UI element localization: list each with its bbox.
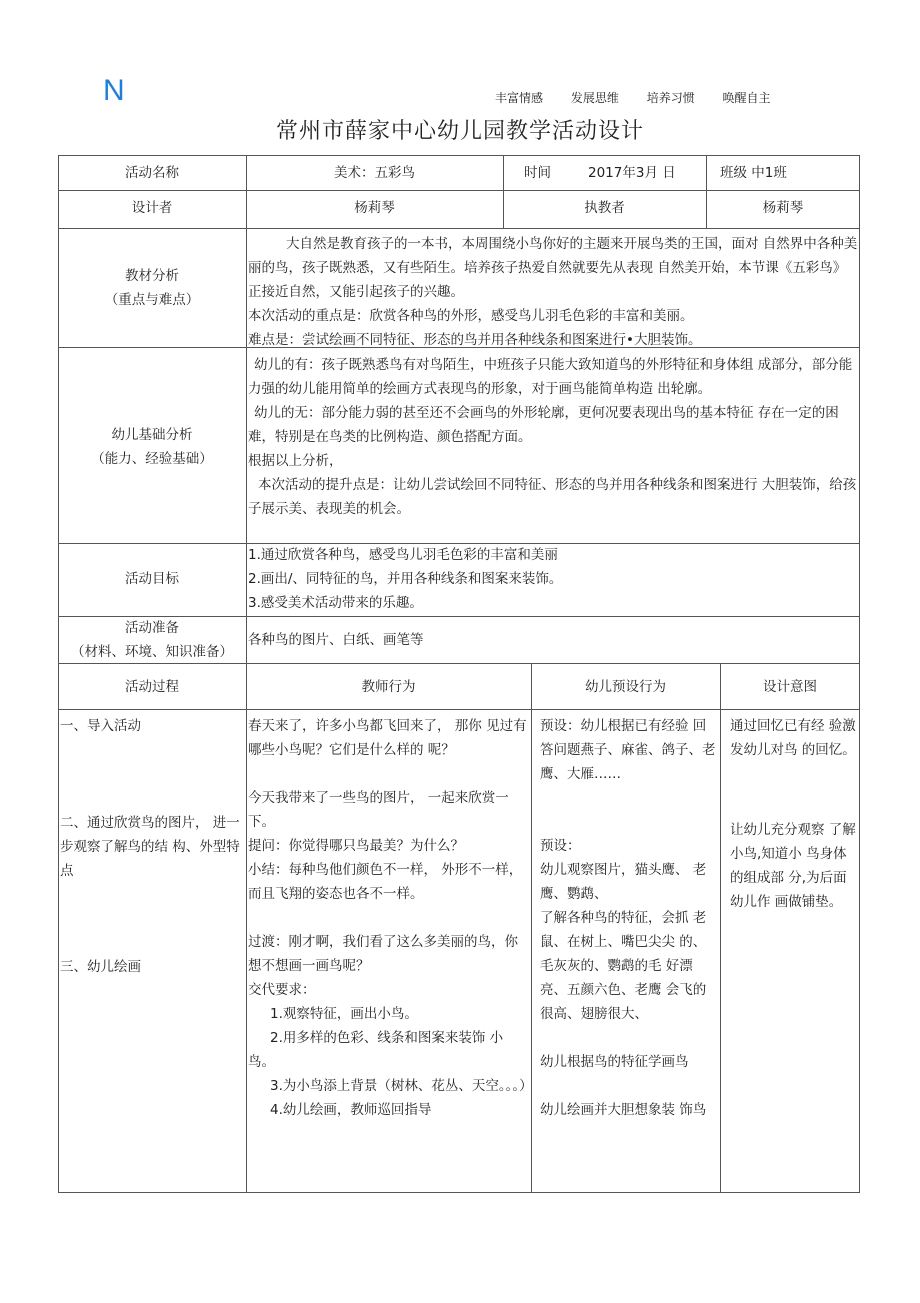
teacher-line: 1.观察特征，画出小鸟。 (270, 1006, 418, 1022)
activity-name-value: 美术：五彩鸟 (334, 165, 415, 181)
motto-4: 唤醒自主 (722, 91, 771, 105)
intent-line: 让幼儿充分观察 了解小鸟,知道小 鸟身体的组成部 分,为后面幼儿作 画做铺垫。 (730, 822, 856, 910)
table-line (859, 155, 860, 1193)
basis-para: 幼儿的有：孩子既熟悉鸟有对鸟陌生，中班孩子只能大致知道鸟的外形特征和身体组 成部分，部分能力强的幼儿能用简单的绘画方式表现鸟的形象，对于画鸟能简单构造 出轮廓。 (248, 357, 853, 397)
step-item: 二、通过欣赏鸟的图片， 进一步观察了解鸟的结 构、外型特点 (60, 815, 240, 879)
process-col-header: 活动过程 (125, 679, 179, 695)
goal-item: 1.通过欣赏各种鸟，感受鸟儿羽毛色彩的丰富和美丽 (248, 547, 558, 563)
teacher-line: 交代要求： (248, 982, 316, 998)
step-item: 一、导入活动 (60, 718, 141, 734)
logo-letter: N (103, 74, 125, 107)
teacher-col-header: 教师行为 (361, 679, 416, 695)
table-line (246, 155, 247, 1193)
table-line (58, 1192, 860, 1193)
teacher-line: 春天来了，许多小鸟都飞回来了， 那你 见过有哪些小鸟呢？它们是什么样的 呢？ (248, 718, 527, 758)
basis-title: 幼儿基础分析 (111, 427, 193, 443)
child-line: 预设： (540, 838, 581, 854)
table-line (58, 709, 860, 710)
motto-1: 丰富情感 (495, 91, 544, 105)
executor-label: 执教者 (584, 200, 625, 216)
goals-label: 活动目标 (125, 571, 179, 587)
teacher-line: 小结：每种鸟他们颜色不一样， 外形不一样，而且飞翔的姿态也各不一样。 (248, 862, 523, 902)
prep-label (58, 616, 246, 664)
teacher-line: 过渡：刚才啊，我们看了这么多美丽的鸟，你想不想画一画鸟呢？ (248, 934, 518, 974)
teacher-content (248, 714, 533, 1122)
teacher-line: 提问：你觉得哪只鸟最美？为什么？ (248, 838, 464, 854)
basis-para: 根据以上分析， (248, 453, 343, 469)
goal-item: 3.感受美术活动带来的乐趣。 (248, 595, 423, 611)
executor-value: 杨莉琴 (762, 200, 804, 216)
child-line: 幼儿绘画并大胆想象装 饰鸟 (540, 1102, 707, 1118)
material-para: 本次活动的重点是：欣赏各种鸟的外形，感受鸟儿羽毛色彩的丰富和美丽。 (248, 308, 694, 324)
basis-content (248, 353, 858, 521)
step-item: 三、幼儿绘画 (60, 959, 141, 975)
class-label: 班级 中1班 (720, 165, 787, 181)
material-para: 难点是：尝试绘画不同特征、形态的鸟并用各种线条和图案进行•大胆装饰。 (248, 332, 702, 348)
prep-title: 活动准备 (125, 620, 179, 636)
material-para: 大自然是教育孩子的一本书，本周围绕小鸟你好的主题来开展鸟类的王国，面对 自然界中各种美丽的鸟，孩子既熟悉，又有些陌生。培养孩子热爱自然就要先从表现 自然美开始，本节课《五彩鸟》正接近自然，又能引起孩子的兴趣。 (248, 236, 858, 300)
material-subtitle: （重点与难点） (104, 292, 200, 308)
intent-col-header: 设计意图 (763, 679, 817, 695)
intent-content (730, 714, 858, 914)
material-title: 教材分析 (125, 268, 179, 284)
child-line: 幼儿根据鸟的特征学画鸟 (540, 1054, 689, 1070)
prep-subtitle: （材料、环境、知识准备） (71, 644, 233, 660)
basis-subtitle: （能力、经验基础） (91, 451, 213, 467)
child-line: 幼儿观察图片，猫头鹰、 老鹰、鹦鹉、 (540, 862, 707, 902)
table-line (58, 190, 860, 191)
designer-label: 设计者 (131, 200, 173, 216)
page-title: 常州市薛家中心幼儿园教学活动设计 (275, 119, 644, 144)
time-value: 2017年3月 日 (588, 165, 676, 181)
table-line (58, 228, 860, 229)
teacher-line: 4.幼儿绘画，教师巡回指导 (270, 1102, 432, 1118)
designer-value: 杨莉琴 (354, 200, 395, 216)
goal-item: 2.画出/、同特征的鸟，并用各种线条和图案来装饰。 (248, 571, 563, 587)
motto-3: 培养习惯 (646, 91, 695, 105)
table-line (58, 155, 860, 156)
intent-line: 通过回忆已有经 验激发幼儿对鸟 的回忆。 (730, 718, 856, 758)
child-line: 预设：幼儿根据已有经验 回答问题燕子、麻雀、鸽子、老鹰、大雁…… (540, 718, 716, 782)
child-col-header: 幼儿预设行为 (585, 679, 666, 695)
teacher-line: 今天我带来了一些鸟的图片， 一起来欣赏一下。 (248, 790, 509, 830)
basis-para: 本次活动的提升点是：让幼儿尝试绘回不同特征、形态的鸟并用各种线条和图案进行 大胆装饰，给孩子展示美、表现美的机会。 (248, 477, 857, 517)
teacher-line: 3.为小鸟添上背景（树林、花丛、天空。。。） (270, 1078, 533, 1094)
material-content (248, 232, 858, 352)
basis-label (58, 423, 246, 471)
activity-name-label: 活动名称 (125, 165, 179, 181)
material-label (58, 264, 246, 312)
basis-para: 幼儿的无：部分能力弱的甚至还不会画鸟的外形轮廓，更何况要表现出鸟的基本特征 存在一定的困难，特别是在鸟类的比例构造、颜色搭配方面。 (248, 405, 839, 445)
table-line (531, 663, 532, 1193)
child-content (540, 714, 718, 1122)
motto-2: 发展思维 (570, 91, 619, 105)
child-line: 了解各种鸟的特征，会抓 老鼠、在树上、嘴巴尖尖 的、毛灰灰的、鹦鹉的毛 好漂亮、五颜六色、老鹰 会飞的很高、翅膀很大、 (540, 910, 707, 1022)
prep-value: 各种鸟的图片、白纸、画笔等 (248, 632, 424, 648)
goals-list (248, 543, 858, 615)
time-label: 时间 (524, 165, 551, 181)
teacher-line: 2.用多样的色彩、线条和图案来装饰 小鸟。 (248, 1030, 504, 1070)
table-line (720, 663, 721, 1193)
